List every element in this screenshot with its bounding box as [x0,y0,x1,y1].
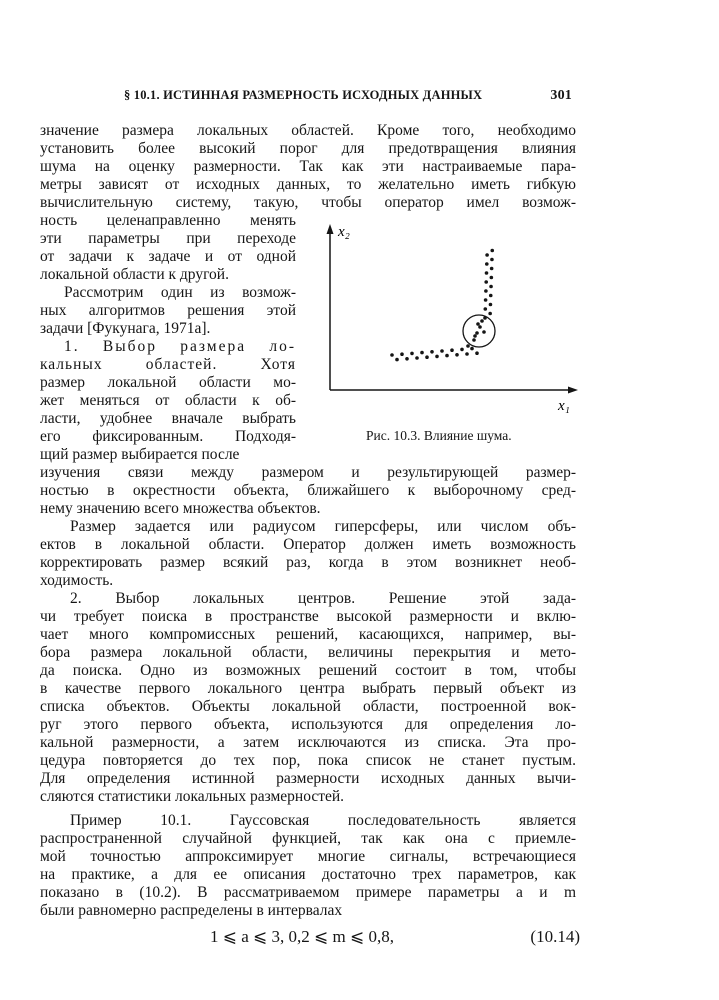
text-line: бора размера локальной области, величины перекрытия и мето- [40,644,576,661]
scatter-point [480,319,484,323]
scatter-point [490,249,494,253]
page-number: 301 [550,88,572,103]
scatter-point [473,334,477,338]
text-line: ласти, удобнее вначале выбрать [40,410,296,427]
scatter-point [485,253,489,257]
text-line: списка объектов. Объекты локальной области, построенной вок- [40,698,576,715]
text-line: метры зависят от исходных данных, то желательно иметь гибкую [40,176,576,193]
scatter-point [489,285,493,289]
scatter-point [484,298,488,302]
text-line: его фиксированным. Подходя- [40,428,296,445]
scatter-point [440,349,444,353]
text-line: ность целенаправленно менять [40,212,296,229]
text-line: кальных областей. Хотя [40,356,296,373]
text-line: были равномерно распределены в интервалах [40,902,343,919]
text-line: чи требует поиска в пространстве высокой размерности и вклю- [40,608,576,625]
section-heading-line: 2. Выбор локальных центров. Решение этой зада- [70,590,576,607]
text-line: изучения связи между размером и результирующей размер- [40,464,576,481]
scatter-point [445,354,449,358]
noise-circle [463,315,495,347]
scatter-point [485,262,489,266]
text-line: вычислительную систему, такую, чтобы оператор имел возмож- [40,194,576,211]
text-line: Рассмотрим один из возмож- [64,284,296,301]
text-line: эти параметры при переходе [40,230,296,247]
text-line: ных алгоритмов решения этой [40,302,296,319]
scatter-point [400,352,404,356]
text-line: щий размер выбирается после [40,446,240,463]
equation-number: (10.14) [530,927,580,946]
text-line: от задачи к задаче и от одной [40,248,296,265]
scatter-point [425,355,429,359]
scatter-point [455,353,459,357]
figure-caption: Рис. 10.3. Влияние шума. [366,428,512,443]
x-axis-label: x₁ [558,398,570,414]
scatter-point [484,280,488,284]
text-line: нему значению всего множества объектов. [40,500,321,517]
narrow-column [40,212,296,464]
scatter-point [484,289,488,293]
text-line: цедура повторяется до тех пор, пока список не станет пустым. [40,752,576,769]
scatter-point [410,352,414,356]
figure-noise-effect [318,220,580,420]
scatter-point [490,267,494,271]
scatter-point [482,330,486,334]
text-line: показано в (10.2). В рассматриваемом примере параметры a и m [40,884,576,901]
text-line: шума на оценку размерности. Так как эти настраиваемые пара- [40,158,576,175]
scatter-point [450,348,454,352]
text-line: в качестве первого локального центра выбрать первый объект из [40,680,576,697]
y-axis-label: x₂ [338,224,350,240]
text-line: руг этого первого объекта, используются для определения ло- [40,716,576,733]
text-line: размер локальной области мо- [40,374,296,391]
scatter-point [395,358,399,362]
scatter-point [475,351,479,355]
scatter-point [472,338,476,342]
scatter-point [415,356,419,360]
text-line: ходимость. [40,572,114,589]
text-line: на практике, а для ее описания достаточно трех параметров, как [40,866,576,883]
section-heading-line: 1. Выбор размера ло- [64,338,296,355]
scatter-point [390,353,394,357]
scatter-point [466,344,470,348]
scatter-point [430,350,434,354]
text-line: задачи [Фукунага, 1971а]. [40,320,211,337]
text-line: мой точностью аппроксимирует многие сигналы, встречающиеся [40,848,576,865]
equation-expression: 1 ⩽ a ⩽ 3, 0,2 ⩽ m ⩽ 0,8, [210,927,394,946]
paragraph-intro [40,122,576,212]
scatter-point [475,331,479,335]
scatter-point [489,303,493,307]
scatter-point [490,276,494,280]
text-line: сляются статистики локальных размерностей. [40,788,345,805]
scatter-point [470,347,474,351]
text-line: ностью в окрестности объекта, ближайшего к выборочному сред- [40,482,576,499]
scatter-point [405,357,409,361]
scatter-point [484,307,488,311]
y-axis-arrow [327,224,334,234]
text-line: локальной области к другой. [40,266,229,283]
scatter-point [489,294,493,298]
header-title: § 10.1. ИСТИННАЯ РАЗМЕРНОСТЬ ИСХОДНЫХ ДАННЫХ [124,88,483,102]
text-line: Размер задается или радиусом гиперсферы, или числом объ- [70,518,576,535]
text-line: корректировать размер всякий раз, когда в этом возникнет необ- [40,554,576,571]
scatter-point [478,325,482,329]
equation-10-14 [210,927,580,947]
text-line: да поиска. Одно из возможных решений состоит в том, чтобы [40,662,576,679]
scatter-point [476,322,480,326]
example-heading-line: Пример 10.1. Гауссовская последовательность является [70,812,576,829]
text-line: кальной размерности, а затем исключаются из списка. Эта про- [40,734,576,751]
paragraph-body [40,464,576,920]
scatter-point [420,351,424,355]
text-line: установить более высокий порог для предотвращения влияния [40,140,576,157]
text-line: жет меняться от области к об- [40,392,296,409]
x-axis-arrow [568,387,578,394]
text-line: значение размера локальных областей. Кроме того, необходимо [40,122,576,139]
scatter-point [488,312,492,316]
text-line: ектов в локальной области. Оператор должен иметь возможность [40,536,576,553]
scatter-point [435,355,439,359]
scatter-point [485,271,489,275]
text-line: Для определения истинной размерности исходных данных вычи- [40,770,576,787]
scatter-point [490,258,494,262]
scatter-point [465,352,469,356]
scatter-point [460,348,464,352]
scatter-figure [318,220,580,420]
text-line: распространенной случайной функцией, так как она с приемле- [40,830,576,847]
scatter-points [390,249,494,362]
running-header [124,88,572,103]
scatter-point [483,316,487,320]
text-line: чает много компромиссных решений, касающихся, например, вы- [40,626,576,643]
